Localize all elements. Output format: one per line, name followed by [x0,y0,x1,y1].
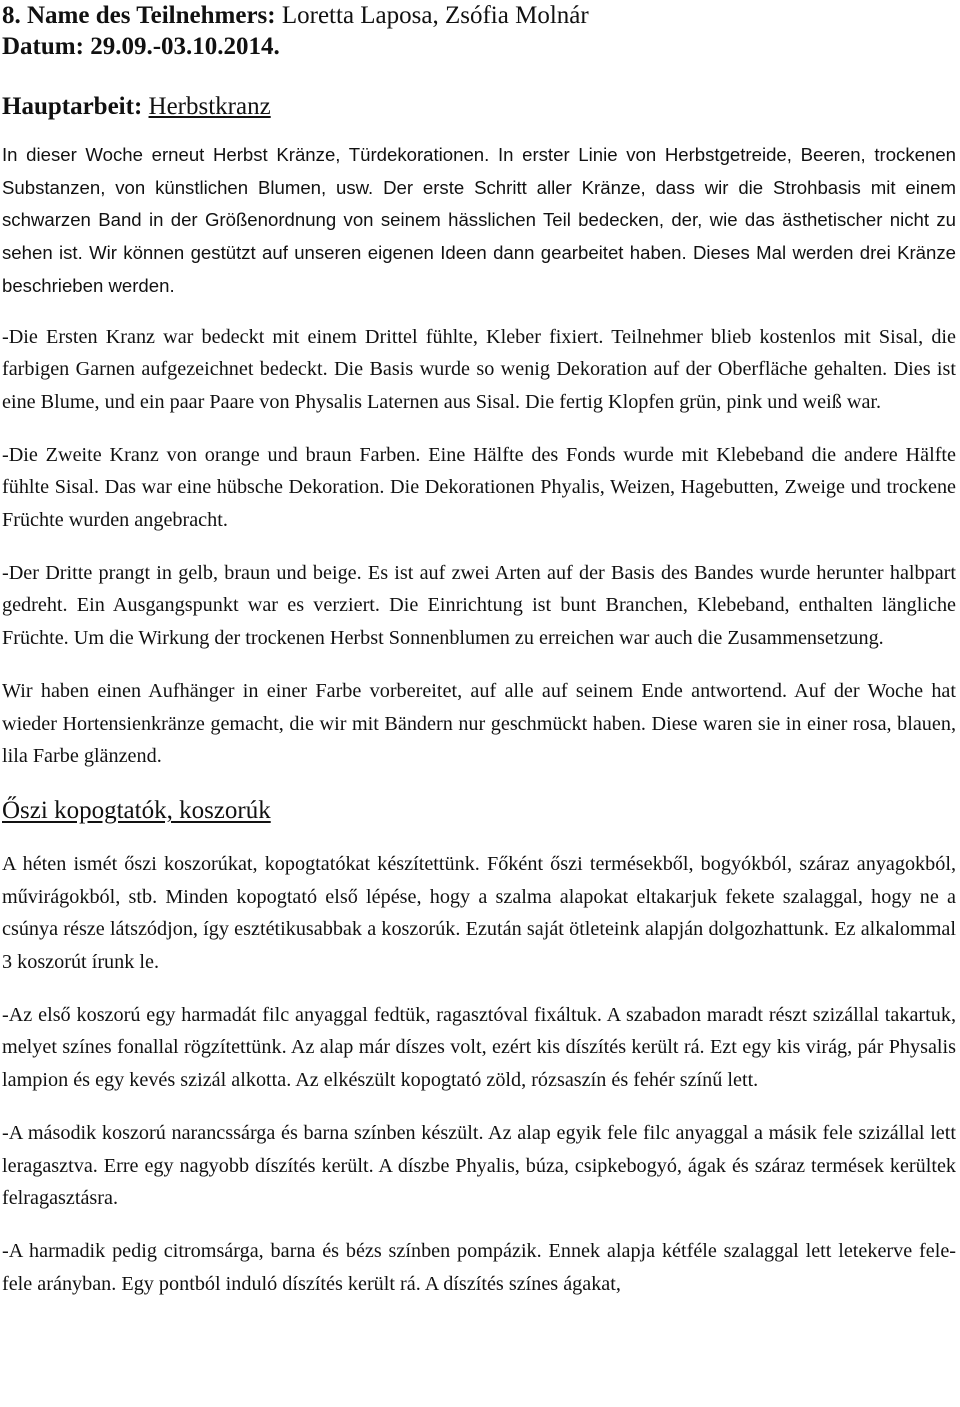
participants-label: 8. Name des Teilnehmers: [2,2,276,29]
date-value: 29.09.-03.10.2014. [90,33,280,60]
date-line [2,31,956,62]
date-label: Datum: [2,33,84,60]
participants-value: Loretta Laposa, Zsófia Molnár [281,2,589,29]
hungarian-second-wreath-paragraph: -A második koszorú narancssárga és barna színben készült. Az alap egyik fele filc anyaggal a másik fele szizállal lett leragasztva. Erre egy nagyobb díszítés került. A díszbe Phyalis, búza, csipkebogyó, ágak és száraz termések kerültek felragasztásra. [2,1121,956,1210]
german-hanger-paragraph: Wir haben einen Aufhänger in einer Farbe vorbereitet, auf alle auf seinem Ende antwortend. Auf der Woche hat wieder Hortensienkränze gemacht, die wir mit Bändern nur geschmückt haben. Diese waren sie in einer rosa, blauen, lila Farbe glänzend. [2,679,956,768]
main-work-line [2,92,956,122]
main-work-label: Hauptarbeit: [2,93,143,120]
hungarian-section-heading: Őszi kopogtatók, koszorúk [2,796,271,824]
german-first-wreath-paragraph: -Die Ersten Kranz war bedeckt mit einem Drittel fühlte, Kleber fixiert. Teilnehmer blieb kostenlos mit Sisal, die farbigen Garnen aufgezeichnet bedeckt. Die Basis wurde so wenig Dekoration auf der Oberfläche gehalten. Dies ist eine Blume, und ein paar Paare von Physalis Laternen aus Sisal. Die fertig Klopfen grün, pink und weiß war. [2,325,956,413]
hungarian-first-wreath-paragraph: -Az első koszorú egy harmadát filc anyaggal fedtük, ragasztóval fixáltuk. A szabadon maradt részt szizállal takartuk, melyet színes fonallal rögzítettünk. Az alap már díszes volt, ezért kis díszítés került rá. Ezt egy kis virág, pár Physalis lampion és egy kevés szizál alkotta. Az elkészült kopogtató zöld, rózsaszín és fehér színű lett. [2,1003,956,1092]
hungarian-third-wreath-paragraph: -A harmadik pedig citromsárga, barna és bézs színben pompázik. Ennek alapja kétféle szalaggal lett letekerve fele-fele arányban. Egy pontból induló díszítés került rá. A díszítés színes ágakat, [2,1239,956,1295]
main-work-value: Herbstkranz [148,93,271,120]
german-intro-paragraph: In dieser Woche erneut Herbst Kränze, Türdekorationen. In erster Linie von Herbstgetreide, Beeren, trockenen Substanzen, von künstlichen Blumen, usw. Der erste Schritt aller Kränze, dass wir die Strohbasis mit einem schwarzen Band in der Größenordnung von seinem hässlichen Teil bedecken, der, wie das ästhetischer nicht zu sehen ist. Wir können gestützt auf unseren eigenen Ideen dann gearbeitet haben. Dieses Mal werden drei Kränze beschrieben werden. [2,144,956,296]
participants-line [2,0,956,31]
german-second-wreath-paragraph: -Die Zweite Kranz von orange und braun Farben. Eine Hälfte des Fonds wurde mit Klebeband die andere Hälfte fühlte Sisal. Das war eine hübsche Dekoration. Die Dekorationen Phyalis, Weizen, Hagebutten, Zweige und trockene Früchte wurden angebracht. [2,443,956,532]
hungarian-intro-paragraph: A héten ismét őszi koszorúkat, kopogtatókat készítettünk. Főként őszi termésekből, bogyókból, száraz anyagokból, művirágokból, stb. Minden kopogtató első lépése, hogy a szalma alapokat eltakarjuk fekete szalaggal, hogy ne a csúnya része látszódjon, így esztétikusabbak a koszorúk. Ezután saját ötleteink alapján dolgozhattunk. Ez alkalommal 3 koszorút írunk le. [2,852,956,974]
german-third-wreath-paragraph: -Der Dritte prangt in gelb, braun und beige. Es ist auf zwei Arten auf der Basis des Bandes wurde herunter halbpart gedreht. Ein Ausgangspunkt war es verziert. Die Einrichtung ist bunt Branchen, Klebeband, enthalten längliche Früchte. Um die Wirkung der trockenen Herbst Sonnenblumen zu erreichen war auch die Zusammensetzung. [2,561,956,650]
